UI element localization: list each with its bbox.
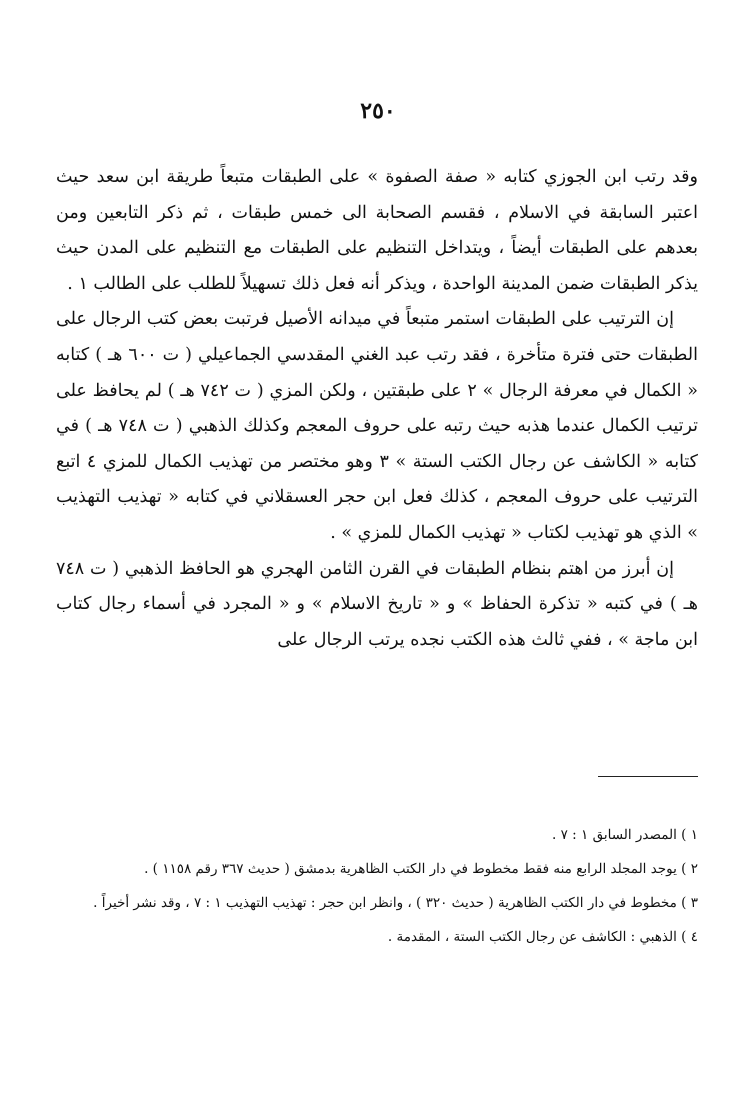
footnote-2: ٢ ) يوجد المجلد الرابع منه فقط مخطوط في دار الكتب الظاهرية بدمشق ( حديث ٣٦٧ رقم ١١٥٨ ) . [144,861,698,877]
footnotes [56,820,698,956]
footnote-separator [598,776,698,777]
footnote-3: ٣ ) مخطوط في دار الكتب الظاهرية ( حديث ٣٢٠ ) ، وانظر ابن حجر : تهذيب التهذيب ١ : ٧ ، وقد نشر أخيراً . [93,895,698,911]
footnote-1: ١ ) المصدر السابق ١ : ٧ . [552,827,698,843]
paragraph-2: إن الترتيب على الطبقات استمر متبعاً في ميدانه الأصيل فرتبت بعض كتب الرجال على الطبقات حتى فترة متأخرة ، فقد رتب عبد الغني المقدسي الجماعيلي ( ت ٦٠٠ هـ ) كتابه « الكمال في معرفة الرجال » ٢ على طبقتين ، ولكن المزي ( ت ٧٤٢ هـ ) لم يحافظ على ترتيب الكمال عندما هذبه حيث رتبه على حروف المعجم وكذلك الذهبي ( ت ٧٤٨ هـ ) في كتابه « الكاشف عن رجال الكتب الستة » ٣ وهو مختصر من تهذيب الكمال للمزي ٤ اتبع الترتيب على حروف المعجم ، كذلك فعل ابن حجر العسقلاني في كتابه « تهذيب التهذيب » الذي هو تهذيب لكتاب « تهذيب الكمال للمزي » . [56,309,699,543]
footnote-4: ٤ ) الذهبي : الكاشف عن رجال الكتب الستة ، المقدمة . [387,929,698,945]
page-number: ٢٥٠ [360,98,396,124]
paragraph-1: وقد رتب ابن الجوزي كتابه « صفة الصفوة » على الطبقات متبعاً طريقة ابن سعد حيث اعتبر السابقة في الاسلام ، فقسم الصحابة الى خمس طبقات ، ثم ذكر التابعين ومن بعدهم على الطبقات أيضاً ، ويتداخل التنظيم على الطبقات مع التنظيم على المدن حيث يذكر الطبقات ضمن المدينة الواحدة ، ويذكر أنه فعل ذلك تسهيلاً للطلب على الطالب ١ . [56,167,698,294]
paragraph-3: إن أبرز من اهتم بنظام الطبقات في القرن الثامن الهجري هو الحافظ الذهبي ( ت ٧٤٨ هـ ) في كتبه « تذكرة الحفاظ » و « تاريخ الاسلام » و « المجرد في أسماء رجال كتاب ابن ماجة » ، ففي ثالث هذه الكتب نجده يرتب الرجال على [56,558,698,650]
body-text [56,160,698,658]
